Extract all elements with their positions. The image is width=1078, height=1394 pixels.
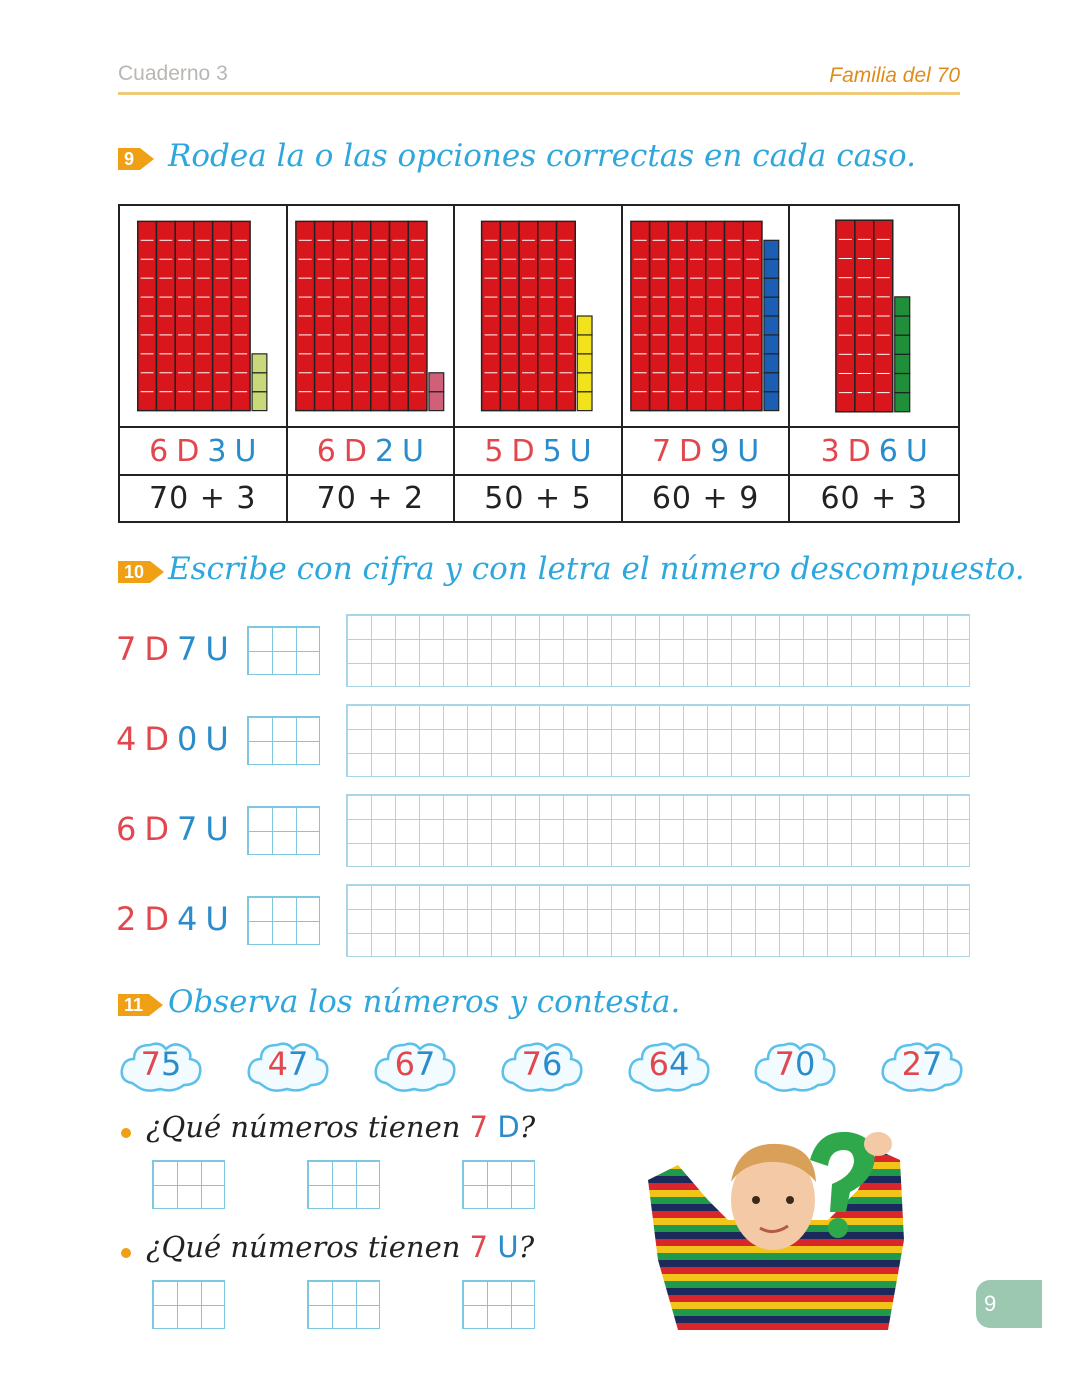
- decomposed-number: [116, 900, 237, 938]
- tens-letter: D: [144, 810, 169, 848]
- ten-rod: [668, 221, 687, 410]
- tens-letter: D: [511, 433, 535, 469]
- ten-rod: [501, 221, 520, 410]
- tens-letter: D: [144, 900, 169, 938]
- ten-rod: [557, 221, 576, 410]
- exercise-11-title: Observa los números y contesta.: [168, 984, 681, 1020]
- ten-rod: [874, 220, 893, 412]
- decomposed-number: [116, 630, 237, 668]
- decomposed-number: [116, 720, 237, 758]
- ten-rod: [194, 221, 213, 410]
- ten-rod: [352, 221, 371, 410]
- badge-arrow-icon: [149, 994, 163, 1016]
- ten-rod: [408, 221, 427, 410]
- decomposition-code[interactable]: [120, 428, 288, 476]
- blocks-cell[interactable]: [288, 206, 456, 428]
- tens-digit: 2: [116, 900, 137, 938]
- ten-rod: [724, 221, 743, 410]
- exercise-number: 10: [118, 561, 150, 583]
- number-answer-box[interactable]: [247, 806, 320, 855]
- question-digit: 7: [469, 1110, 489, 1144]
- ten-rod: [649, 221, 668, 410]
- unit-cubes: [252, 354, 267, 411]
- exercise-10-badge: [118, 561, 164, 583]
- cloud-number: [118, 1045, 204, 1083]
- units-digit: 0: [177, 720, 198, 758]
- question-mark: ?: [518, 1230, 535, 1264]
- number-cloud[interactable]: [372, 1037, 458, 1095]
- bullet-icon: [121, 1128, 131, 1138]
- base-ten-blocks: [790, 206, 958, 426]
- family-label: Familia del 70: [829, 64, 960, 87]
- number-cloud[interactable]: [752, 1037, 838, 1095]
- exercise-11-badge: [118, 994, 163, 1016]
- word-answer-grid[interactable]: [346, 614, 970, 687]
- ten-rod: [156, 221, 175, 410]
- tens-digit: 7: [651, 433, 672, 469]
- word-answer-grid[interactable]: [346, 704, 970, 777]
- unit-cubes: [429, 373, 444, 411]
- word-answer-grid[interactable]: [346, 794, 970, 867]
- tens-letter: D: [176, 433, 200, 469]
- sum-expression[interactable]: 60 + 3: [820, 481, 928, 516]
- ten-rod: [295, 221, 314, 410]
- base-ten-blocks: [623, 206, 789, 426]
- ten-rod: [836, 220, 855, 412]
- units-letter: U: [205, 810, 229, 848]
- ten-rod: [213, 221, 232, 410]
- units-digit: 7: [922, 1045, 943, 1083]
- blocks-cell[interactable]: [120, 206, 288, 428]
- sum-expression[interactable]: 50 + 5: [455, 476, 623, 521]
- cloud-number: [752, 1045, 838, 1083]
- units-digit: 4: [177, 900, 198, 938]
- units-digit: 2: [374, 433, 395, 469]
- ten-rod: [370, 221, 389, 410]
- ten-rod: [389, 221, 408, 410]
- tens-digit: 6: [648, 1045, 669, 1083]
- ten-rod: [333, 221, 352, 410]
- answer-box[interactable]: [462, 1160, 535, 1209]
- cloud-number: [626, 1045, 712, 1083]
- ten-rod: [538, 221, 557, 410]
- number-cloud[interactable]: [626, 1037, 712, 1095]
- answer-box[interactable]: [307, 1280, 380, 1329]
- answer-box[interactable]: [152, 1280, 225, 1329]
- badge-arrow-icon: [150, 561, 164, 583]
- base-ten-blocks: [288, 206, 454, 426]
- tens-letter: D: [847, 433, 871, 469]
- cloud-number: [499, 1045, 585, 1083]
- tens-digit: 4: [267, 1045, 288, 1083]
- tens-digit: 4: [116, 720, 137, 758]
- units-letter: U: [569, 433, 592, 469]
- ten-rod: [706, 221, 725, 410]
- thinking-boy-illustration: [638, 1120, 910, 1330]
- units-letter: U: [737, 433, 760, 469]
- units-letter: U: [205, 900, 229, 938]
- tens-letter: D: [144, 630, 169, 668]
- sum-expression[interactable]: 60 + 9: [623, 476, 791, 521]
- number-cloud[interactable]: [245, 1037, 331, 1095]
- tens-digit: 6: [116, 810, 137, 848]
- page-number: 9: [976, 1280, 1042, 1328]
- blocks-cell[interactable]: [623, 206, 791, 428]
- unit-cubes: [764, 240, 779, 410]
- question-unit: D: [497, 1110, 520, 1144]
- exercise-number: 9: [118, 148, 140, 170]
- number-cloud[interactable]: [118, 1037, 204, 1095]
- tens-digit: 5: [484, 433, 504, 469]
- ten-rod: [519, 221, 538, 410]
- blocks-cell[interactable]: [455, 206, 623, 428]
- sum-expression[interactable]: 70 + 2: [288, 476, 456, 521]
- base-ten-blocks: [120, 206, 286, 426]
- question-text: ¿Qué números tienen: [146, 1110, 470, 1144]
- units-digit: 6: [878, 433, 898, 469]
- number-answer-box[interactable]: [247, 626, 320, 675]
- exercise-9-title: Rodea la o las opciones correctas en cada caso.: [168, 138, 916, 174]
- number-answer-box[interactable]: [247, 716, 320, 765]
- units-digit: 3: [207, 433, 227, 469]
- unit-cubes: [577, 316, 592, 411]
- word-answer-grid[interactable]: [346, 884, 970, 957]
- tens-digit: 7: [116, 630, 137, 668]
- decomposition-code[interactable]: [288, 428, 456, 476]
- units-letter: U: [205, 630, 229, 668]
- tens-letter: D: [679, 433, 703, 469]
- decomposition-code[interactable]: [455, 428, 623, 476]
- decomposition-code[interactable]: [790, 428, 958, 476]
- question-text: ¿Qué números tienen: [146, 1230, 470, 1264]
- unit-cubes: [895, 297, 910, 412]
- ten-rod: [482, 221, 501, 410]
- units-digit: 5: [542, 433, 562, 469]
- ten-rod: [687, 221, 706, 410]
- question-units: [146, 1230, 534, 1264]
- units-digit: 6: [542, 1045, 563, 1083]
- cloud-number: [879, 1045, 965, 1083]
- question-digit: 7: [469, 1230, 489, 1264]
- decomposed-number: [116, 810, 237, 848]
- units-digit: 5: [161, 1045, 182, 1083]
- tens-digit: 7: [140, 1045, 161, 1083]
- tens-digit: 6: [316, 433, 336, 469]
- number-cloud[interactable]: [499, 1037, 585, 1095]
- cloud-number: [372, 1045, 458, 1083]
- tens-digit: 2: [901, 1045, 922, 1083]
- tens-digit: 7: [774, 1045, 795, 1083]
- units-letter: U: [205, 720, 229, 758]
- base-ten-table: [118, 204, 960, 523]
- base-ten-blocks: [455, 206, 621, 426]
- question-unit: U: [497, 1230, 519, 1264]
- units-digit: 7: [177, 630, 198, 668]
- number-cloud[interactable]: [879, 1037, 965, 1095]
- badge-arrow-icon: [140, 148, 154, 170]
- units-digit: 4: [669, 1045, 690, 1083]
- answer-box[interactable]: [307, 1160, 380, 1209]
- units-digit: 9: [710, 433, 730, 469]
- ten-rod: [138, 221, 157, 410]
- question-mark: ?: [519, 1110, 536, 1144]
- units-letter: U: [234, 433, 257, 469]
- answer-box[interactable]: [462, 1280, 535, 1329]
- tens-digit: 6: [149, 433, 169, 469]
- tens-digit: 3: [820, 433, 840, 469]
- header-divider: [118, 92, 960, 95]
- decomposition-code[interactable]: [623, 428, 791, 476]
- tens-letter: D: [343, 433, 367, 469]
- sum-expression[interactable]: 70 + 3: [120, 476, 288, 521]
- exercise-number: 11: [118, 994, 149, 1016]
- answer-box[interactable]: [152, 1160, 225, 1209]
- cloud-number: [245, 1045, 331, 1083]
- number-answer-box[interactable]: [247, 896, 320, 945]
- tens-letter: D: [144, 720, 169, 758]
- ten-rod: [743, 221, 762, 410]
- units-letter: U: [402, 433, 425, 469]
- units-digit: 7: [415, 1045, 436, 1083]
- question-tens: [146, 1110, 535, 1144]
- ten-rod: [231, 221, 250, 410]
- blocks-cell[interactable]: [790, 206, 958, 428]
- units-letter: U: [905, 433, 928, 469]
- exercise-10-title: Escribe con cifra y con letra el número descompuesto.: [168, 551, 1025, 587]
- tens-digit: 6: [394, 1045, 415, 1083]
- bullet-icon: [121, 1248, 131, 1258]
- ten-rod: [855, 220, 874, 412]
- units-digit: 7: [177, 810, 198, 848]
- tens-digit: 7: [521, 1045, 542, 1083]
- exercise-9-badge: [118, 148, 154, 170]
- notebook-label: Cuaderno 3: [118, 62, 228, 85]
- units-digit: 0: [795, 1045, 816, 1083]
- ten-rod: [175, 221, 194, 410]
- units-digit: 7: [288, 1045, 309, 1083]
- ten-rod: [631, 221, 650, 410]
- ten-rod: [314, 221, 333, 410]
